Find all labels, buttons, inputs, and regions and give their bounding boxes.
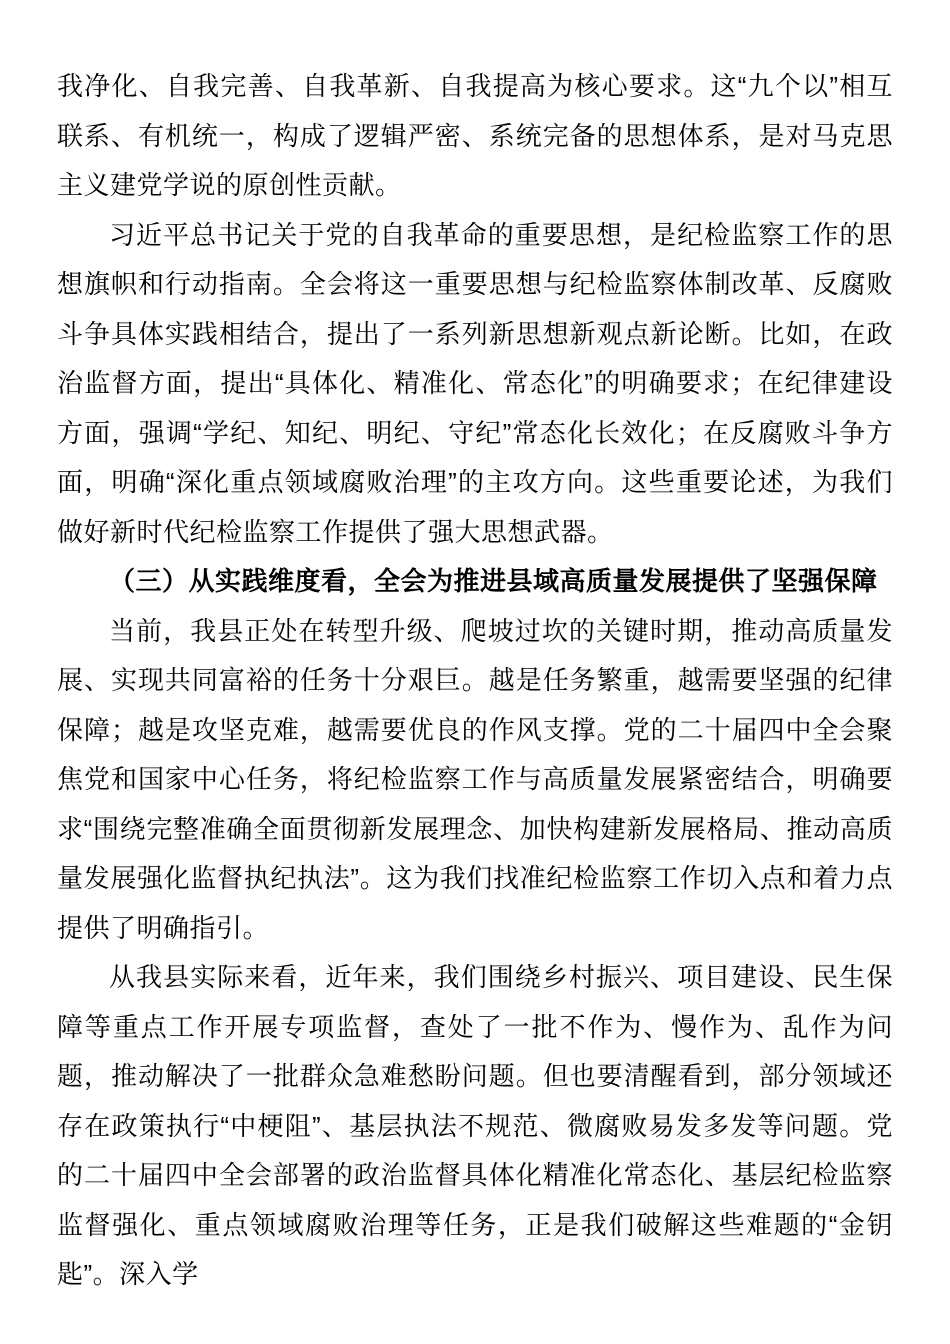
paragraph-county-practice: 从我县实际来看，近年来，我们围绕乡村振兴、项目建设、民生保障等重点工作开展专项监督，查处了一批不作为、慢作为、乱作为问题，推动解决了一批群众急难愁盼问题。但也要清醒看到，部分领域还存在政策执行“中梗阻”、基层执法不规范、微腐败易发多发等问题。党的二十届四中全会部署的政治监督具体化精准化常态化、基层纪检监察监督强化、重点领域腐败治理等任务，正是我们破解这些难题的“金钥匙”。深入学: [57, 962, 893, 1289]
section-heading-three: （三）从实践维度看，全会为推进县域高质量发展提供了坚强保障: [109, 566, 878, 596]
paragraph-ideology: 习近平总书记关于党的自我革命的重要思想，是纪检监察工作的思想旗帜和行动指南。全会将这一重要思想与纪检监察体制改革、反腐败斗争具体实践相结合，提出了一系列新思想新观点新论断。比如，在政治监督方面，提出“具体化、精准化、常态化”的明确要求；在纪律建设方面，强调“学纪、知纪、明纪、守纪”常态化长效化；在反腐败斗争方面，明确“深化重点领域腐败治理”的主攻方向。这些重要论述，为我们做好新时代纪检监察工作提供了强大思想武器。: [57, 219, 893, 547]
paragraph-continuation: 我净化、自我完善、自我革新、自我提高为核心要求。这“九个以”相互联系、有机统一，构成了逻辑严密、系统完备的思想体系，是对马克思主义建党学说的原创性贡献。: [57, 71, 893, 200]
paragraph-current-situation: 当前，我县正处在转型升级、爬坡过坎的关键时期，推动高质量发展、实现共同富裕的任务十分艰巨。越是任务繁重，越需要坚强的纪律保障；越是攻坚克难，越需要优良的作风支撑。党的二十届四中全会聚焦党和国家中心任务，将纪检监察工作与高质量发展紧密结合，明确要求“围绕完整准确全面贯彻新发展理念、加快构建新发展格局、推动高质量发展强化监督执纪执法”。这为我们找准纪检监察工作切入点和着力点提供了明确指引。: [57, 615, 893, 943]
